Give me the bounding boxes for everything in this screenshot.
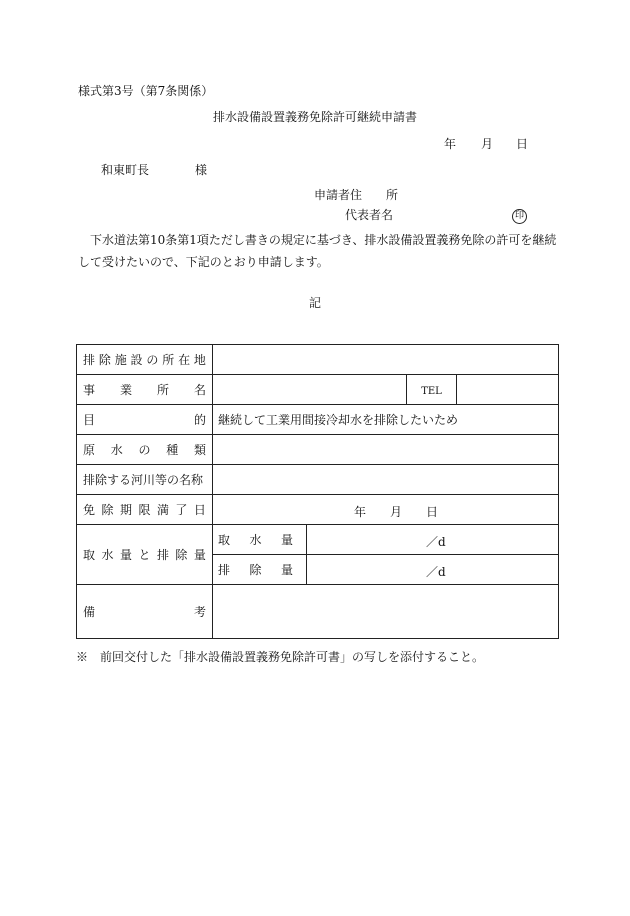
expiry-label-cell bbox=[77, 495, 213, 525]
river-label: 排除する河川等の名称 bbox=[83, 473, 204, 487]
location-label-cell bbox=[77, 345, 213, 375]
table-row bbox=[77, 375, 559, 405]
body-paragraph: 下水道法第10条第1項ただし書きの規定に基づき、排水設備設置義務免除の許可を継続して受けたいので、下記のとおり申請します。 bbox=[78, 233, 557, 269]
table-row bbox=[77, 585, 559, 639]
remarks-label: 備 考 bbox=[83, 605, 206, 619]
expiry-year: 年 bbox=[354, 504, 367, 519]
table-row bbox=[77, 525, 559, 555]
tel-label-cell bbox=[407, 375, 457, 405]
date-month: 月 bbox=[481, 137, 494, 151]
table-row bbox=[77, 345, 559, 375]
table-row bbox=[77, 465, 559, 495]
volume-label-cell bbox=[77, 525, 213, 585]
intake-unit: ／d bbox=[426, 534, 446, 549]
table-row bbox=[77, 495, 559, 525]
tel-value-cell[interactable] bbox=[457, 375, 559, 405]
addressee-honorific: 様 bbox=[195, 163, 208, 177]
office-label-cell bbox=[77, 375, 213, 405]
location-label: 排 除 施 設 の 所 在 地 bbox=[83, 353, 206, 367]
table-row bbox=[77, 405, 559, 435]
ki-heading: 記 bbox=[308, 296, 321, 310]
addressee-name: 和東町長 bbox=[101, 163, 150, 177]
purpose-label: 目 的 bbox=[83, 413, 206, 427]
table-row bbox=[77, 435, 559, 465]
attachment-note: ※ 前回交付した「排水設備設置義務免除許可書」の写しを添付すること。 bbox=[76, 650, 485, 664]
intake-label: 取 水 量 bbox=[218, 533, 293, 547]
water-type-label: 原 水 の 種 類 bbox=[83, 443, 206, 457]
office-label: 事 業 所 名 bbox=[83, 383, 206, 397]
date-year: 年 bbox=[444, 137, 457, 151]
application-table bbox=[76, 344, 559, 639]
water-type-label-cell bbox=[77, 435, 213, 465]
remarks-value-cell[interactable] bbox=[213, 585, 559, 639]
expiry-label: 免 除 期 限 満 了 日 bbox=[83, 503, 206, 517]
expiry-day: 日 bbox=[426, 504, 439, 519]
applicant-address-label: 申請者住 所 bbox=[314, 188, 399, 202]
river-label-cell bbox=[77, 465, 213, 495]
document-title: 排水設備設置義務免除許可継続申請書 bbox=[212, 110, 417, 124]
expiry-value-cell[interactable] bbox=[213, 495, 559, 525]
seal-mark bbox=[512, 207, 527, 224]
purpose-value: 継続して工業用間接冷却水を排除したいため bbox=[218, 413, 459, 427]
tel-label: TEL bbox=[421, 385, 442, 397]
date-day: 日 bbox=[516, 137, 529, 151]
discharge-value-cell[interactable] bbox=[307, 555, 559, 585]
volume-label: 取 水 量 と 排 除 量 bbox=[83, 548, 206, 562]
applicant-rep-label: 代表者名 bbox=[345, 208, 394, 222]
remarks-label-cell bbox=[77, 585, 213, 639]
office-value-cell[interactable] bbox=[213, 375, 407, 405]
seal-icon: 印 bbox=[512, 209, 527, 224]
location-value-cell[interactable] bbox=[213, 345, 559, 375]
river-value-cell[interactable] bbox=[213, 465, 559, 495]
purpose-value-cell[interactable] bbox=[213, 405, 559, 435]
intake-value-cell[interactable] bbox=[307, 525, 559, 555]
discharge-label: 排 除 量 bbox=[218, 563, 293, 577]
form-number: 様式第3号（第7条関係） bbox=[78, 84, 214, 98]
water-type-value-cell[interactable] bbox=[213, 435, 559, 465]
expiry-month: 月 bbox=[390, 504, 403, 519]
discharge-label-cell bbox=[213, 555, 307, 585]
purpose-label-cell bbox=[77, 405, 213, 435]
discharge-unit: ／d bbox=[426, 564, 446, 579]
intake-label-cell bbox=[213, 525, 307, 555]
